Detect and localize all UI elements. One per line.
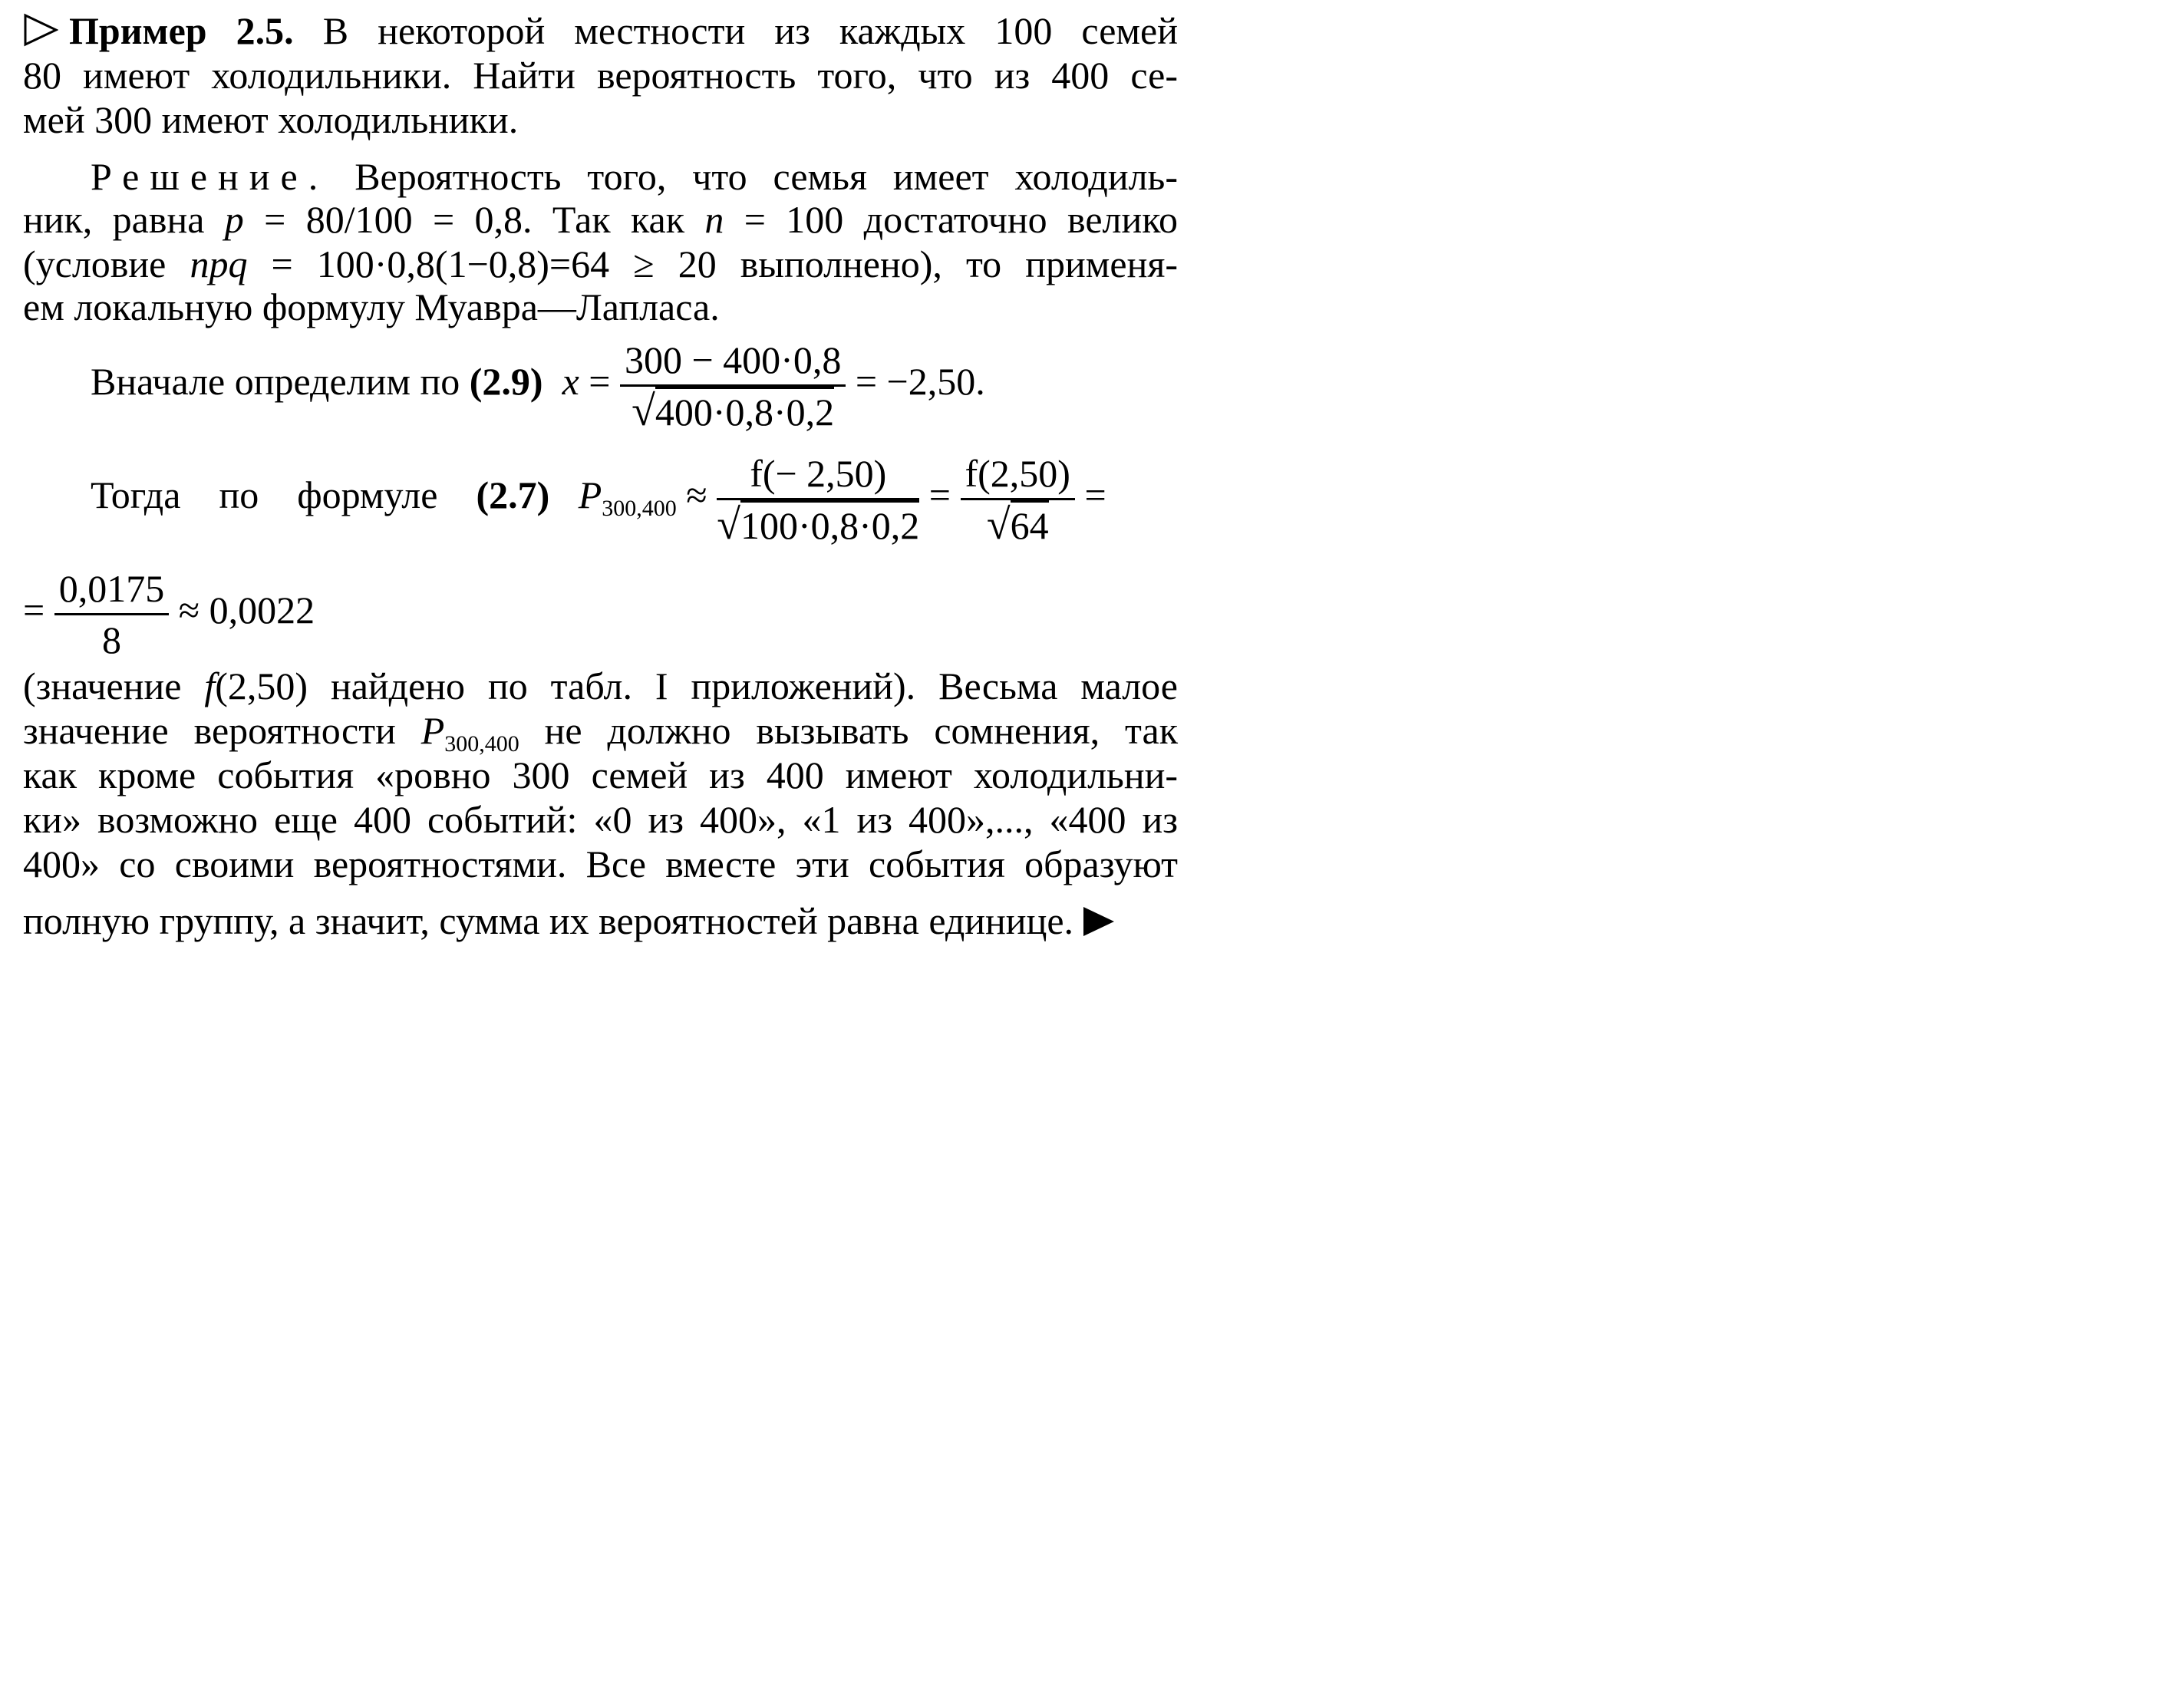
formula-x-lead: Вначале определим по [91,360,470,403]
fraction-p-2-denominator [961,500,1075,547]
subscript-300-400: 300,400 [602,496,677,521]
fraction-result-numerator: 0,0175 [54,567,170,615]
fraction-p-1 [717,452,919,547]
formula-result [23,560,1178,660]
equals-sign: = [1074,473,1106,516]
solution-text-1: Вероятность того, что семья имеет холодиль- [355,155,1179,198]
filled-triangle-icon [1081,905,1116,938]
formula-p-lead-2: по [219,473,259,516]
solution-line-2 [23,196,1178,242]
formula-p-lead-3: формуле [297,473,438,516]
example-title: Пример 2.5. [69,9,294,52]
sqrt-symbol: √64 [986,500,1049,549]
conclusion-text-1c: (2,50) найдено по табл. I приложений). Весьма малое [215,664,1178,707]
example-line-2: 80 имеют холодильники. Найти вероятность того, что из 400 се- [23,54,1178,97]
sqrt-p-1-radicand: 100·0,8·0,2 [740,500,919,547]
formula-result-value: ≈ 0,0022 [169,589,315,631]
conclusion-line-1 [23,663,1178,709]
solution-text-2a: ник, равна [23,198,225,241]
fraction-p-2 [961,452,1075,547]
fraction-result-denominator: 8 [101,618,121,662]
solution-label: Решение. [91,155,329,198]
conclusion-text-1a: (значение [23,664,205,707]
var-p: p [224,198,244,241]
formula-x [91,331,1245,435]
var-n: n [704,198,724,241]
formula-ref-2-7: (2.7) [476,473,550,516]
equals-sign: = [579,360,620,403]
var-x: x [562,360,579,403]
example-text-1: В некоторой местности из каждых 100 семей [322,9,1178,52]
formula-ref-2-9: (2.9) [469,360,543,403]
approx-sign: ≈ [676,473,717,516]
conclusion-text-6: полную группу, а значит, сумма их вероятностей равна единице. [23,899,1074,942]
example-line-3: мей 300 имеют холодильники. [23,98,519,141]
sqrt-symbol: √100·0,8·0,2 [717,500,920,549]
sqrt-symbol: √400·0,8·0,2 [632,387,835,435]
open-triangle-icon [23,13,58,47]
sqrt-p-2-radicand: 64 [1011,500,1049,547]
fraction-p-1-numerator: f(− 2,50) [717,452,919,500]
var-P: P [420,709,445,752]
fraction-x-numerator: 300 − 400·0,8 [620,338,846,387]
conclusion-line-2 [23,707,1178,757]
conclusion-line-6 [23,898,1189,944]
fraction-p-1-denominator [717,500,919,547]
sqrt-x-radicand: 400·0,8·0,2 [655,387,834,434]
solution-text-3c: = 100·0,8(1−0,8)=64 ≥ 20 выполнено), то применя- [247,242,1179,285]
example-line-1 [23,8,1178,54]
solution-text-2c: = 80/100 = 0,8. Так как [243,198,705,241]
formula-x-result: = −2,50. [846,360,985,403]
var-f: f [204,664,216,707]
fraction-x-denominator [620,387,846,434]
equals-sign: = [23,589,54,631]
var-npq: npq [190,242,248,285]
conclusion-line-4: ки» возможно еще 400 событий: «0 из 400», «1 из 400»,..., «400 из [23,798,1178,841]
conclusion-text-2d: не должно вызывать сомнения, так [519,709,1178,752]
formula-p [91,445,1178,549]
fraction-x [620,338,846,434]
subscript-300-400: 300,400 [444,731,519,757]
solution-text-2e: = 100 достаточно велико [724,198,1179,241]
solution-line-3 [23,241,1178,287]
formula-p-lead-1: Тогда [91,473,181,516]
solution-line-1 [91,153,1178,199]
var-P: P [578,473,602,516]
conclusion-line-5: 400» со своими вероятностями. Все вместе эти события образуют [23,842,1178,885]
equals-sign: = [919,473,961,516]
solution-text-3a: (условие [23,242,190,285]
conclusion-line-3: как кроме события «ровно 300 семей из 400 имеют холодильни- [23,753,1178,796]
solution-line-4: ем локальную формулу Муавра—Лапласа. [23,285,720,328]
conclusion-text-2a: значение вероятности [23,709,421,752]
fraction-result [54,567,170,661]
fraction-p-2-numerator: f(2,50) [961,452,1075,500]
